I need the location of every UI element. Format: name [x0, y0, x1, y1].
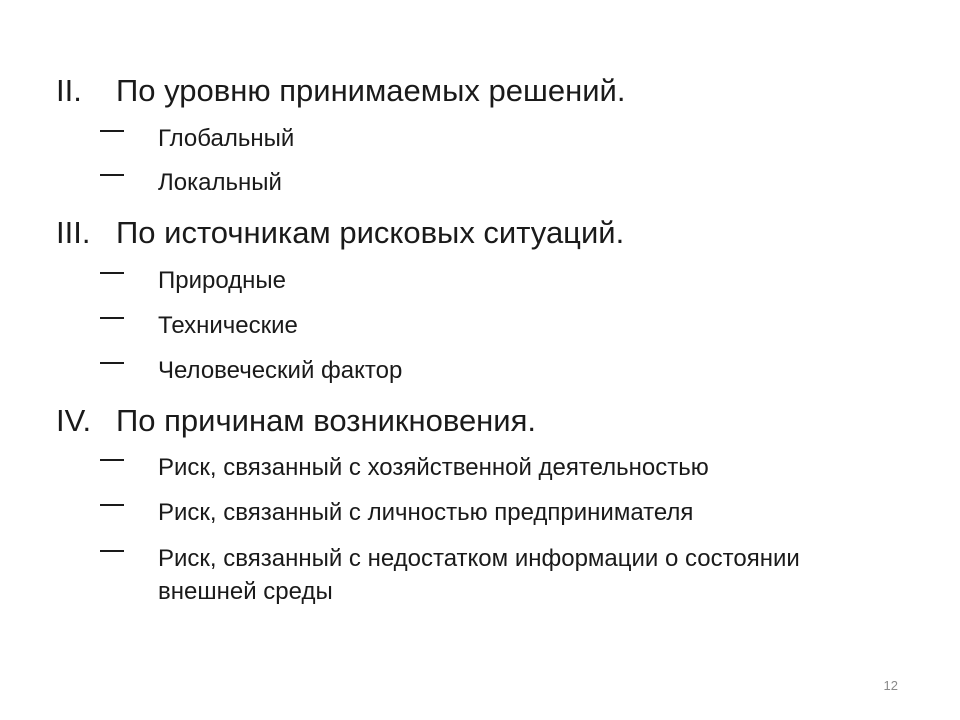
section-numeral: IV.	[56, 403, 92, 438]
section-title: По источникам рисковых ситуаций.	[116, 215, 625, 250]
dash-bullet-icon	[100, 272, 124, 274]
dash-bullet-icon	[100, 362, 124, 364]
dash-bullet-icon	[100, 130, 124, 132]
section-numeral: II.	[56, 73, 82, 108]
section-title: По уровню принимаемых решений.	[116, 73, 626, 108]
list-item-text: Риск, связанный с недостатком информации о состоянии внешней среды	[158, 545, 800, 605]
list-item-text: Технические	[158, 312, 298, 339]
dash-bullet-icon	[100, 504, 124, 506]
list-item-text: Человеческий фактор	[158, 357, 403, 384]
dash-bullet-icon	[100, 317, 124, 319]
page-number: 12	[883, 678, 898, 693]
dash-bullet-icon	[100, 550, 124, 552]
dash-bullet-icon	[100, 174, 124, 176]
dash-bullet-icon	[100, 459, 124, 461]
list-item-text: Риск, связанный с личностью предпринимателя	[158, 499, 694, 526]
section-title: По причинам возникновения.	[116, 403, 537, 438]
list-item-text: Риск, связанный с хозяйственной деятельностью	[158, 454, 709, 481]
section-numeral: III.	[56, 215, 91, 250]
list-item-text: Природные	[158, 267, 287, 294]
list-item-text: Глобальный	[158, 125, 295, 152]
list-item-text: Локальный	[158, 169, 282, 196]
